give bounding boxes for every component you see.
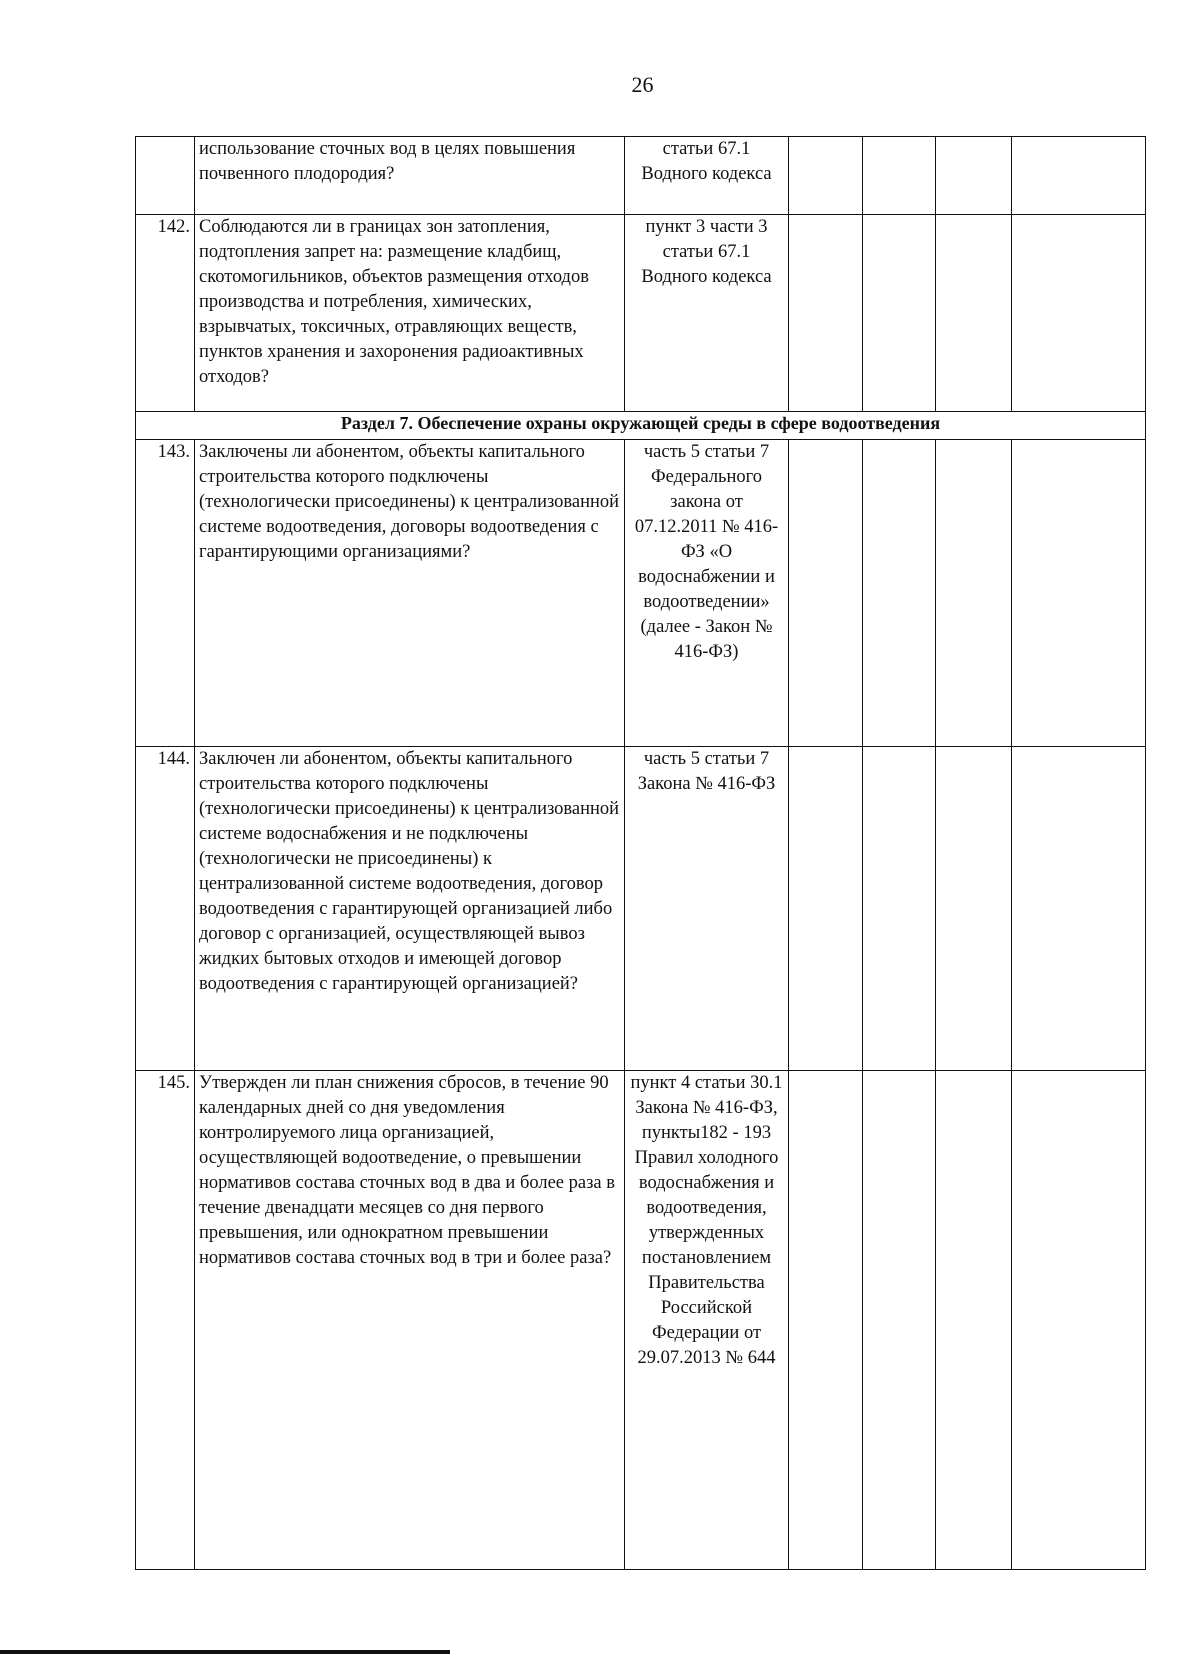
answer-yes-cell [789, 1071, 863, 1570]
answer-na-cell [936, 440, 1012, 747]
page-number: 26 [631, 72, 654, 97]
answer-na-cell [936, 215, 1012, 412]
question-text: Соблюдаются ли в границах зон затопления, подтопления запрет на: размещение кладбищ, скотомогильников, объектов размещения отходов производства и потребления, химических, взрывчатых, токсичных, отравляющих веществ, пунктов хранения и захоронения радиоактивных отходов? [195, 215, 625, 412]
table-row [136, 747, 1146, 1071]
legal-reference: часть 5 статьи 7 Закона № 416-ФЗ [625, 747, 789, 1071]
answer-no-cell [863, 215, 936, 412]
question-text: Заключены ли абонентом, объекты капитального строительства которого подключены (технологически присоединены) к централизованной системе водоотведения, договоры водоотведения с гарантирующими организациями? [195, 440, 625, 747]
table-row [136, 1071, 1146, 1570]
row-number [136, 137, 195, 215]
legal-reference: статьи 67.1 Водного кодекса [625, 137, 789, 215]
answer-no-cell [863, 137, 936, 215]
answer-na-cell [936, 137, 1012, 215]
legal-reference: пункт 4 статьи 30.1 Закона № 416-ФЗ, пункты182 - 193 Правил холодного водоснабжения и водоотведения, утвержденных постановлением Правительства Российской Федерации от 29.07.2013 № 644 [625, 1071, 789, 1570]
legal-reference: часть 5 статьи 7 Федерального закона от 07.12.2011 № 416-ФЗ «О водоснабжении и водоотведении» (далее - Закон № 416-ФЗ) [625, 440, 789, 747]
note-cell [1012, 137, 1146, 215]
answer-no-cell [863, 747, 936, 1071]
question-text: использование сточных вод в целях повышения почвенного плодородия? [195, 137, 625, 215]
answer-yes-cell [789, 215, 863, 412]
answer-na-cell [936, 747, 1012, 1071]
row-number: 144. [136, 747, 195, 1071]
question-text: Утвержден ли план снижения сбросов, в течение 90 календарных дней со дня уведомления контролируемого лица организацией, осуществляющей водоотведение, о превышении нормативов состава сточных вод в два и более раза в течение двенадцати месяцев со дня первого превышения, или однократном превышении нормативов состава сточных вод в три и более раза? [195, 1071, 625, 1570]
answer-yes-cell [789, 137, 863, 215]
answer-yes-cell [789, 747, 863, 1071]
row-number: 145. [136, 1071, 195, 1570]
answer-no-cell [863, 440, 936, 747]
table-row [136, 440, 1146, 747]
row-number: 143. [136, 440, 195, 747]
section-title: Раздел 7. Обеспечение охраны окружающей среды в сфере водоотведения [136, 412, 1146, 440]
question-text: Заключен ли абонентом, объекты капитального строительства которого подключены (технологически присоединены) к централизованной системе водоснабжения и не подключены (технологически не присоединены) к централизованной системе водоотведения, договор водоотведения с гарантирующей организацией либо договор с организацией, осуществляющей вывоз жидких бытовых отходов и имеющей договор водоотведения с гарантирующей организацией? [195, 747, 625, 1071]
note-cell [1012, 215, 1146, 412]
table-row [136, 137, 1146, 215]
note-cell [1012, 440, 1146, 747]
legal-reference: пункт 3 части 3 статьи 67.1 Водного кодекса [625, 215, 789, 412]
row-number: 142. [136, 215, 195, 412]
checklist-table [135, 136, 1146, 1570]
answer-no-cell [863, 1071, 936, 1570]
section-header-row [136, 412, 1146, 440]
answer-na-cell [936, 1071, 1012, 1570]
note-cell [1012, 747, 1146, 1071]
note-cell [1012, 1071, 1146, 1570]
table-row [136, 215, 1146, 412]
footnote-divider [0, 1650, 450, 1654]
answer-yes-cell [789, 440, 863, 747]
